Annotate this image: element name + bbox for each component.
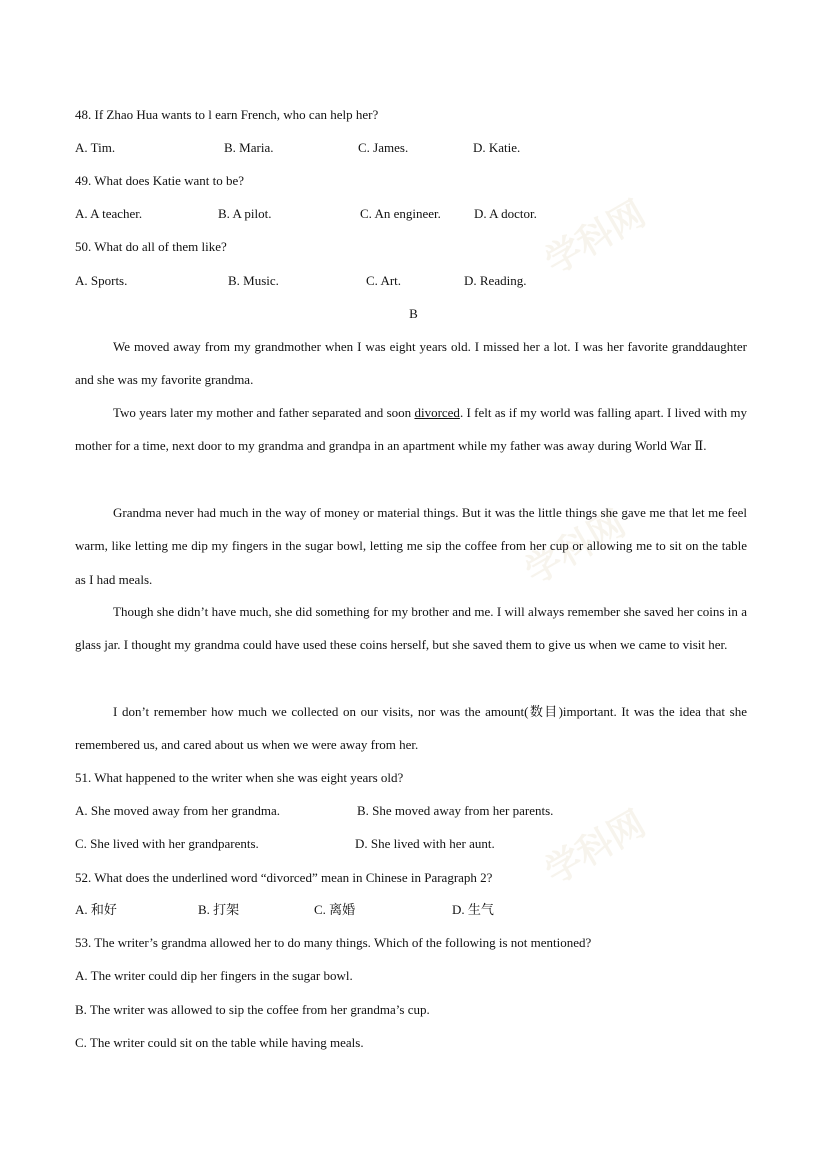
q49-option-c: C. An engineer.: [360, 206, 441, 221]
q53-option-a: A. The writer could dip her fingers in the sugar bowl.: [75, 968, 353, 983]
q49-option-b: B. A pilot.: [218, 206, 272, 221]
q48-option-a: A. Tim.: [75, 140, 116, 155]
q51-option-a: A. She moved away from her grandma.: [75, 803, 281, 818]
section-label: B: [409, 306, 418, 321]
underlined-word-divorced: divorced: [414, 405, 460, 420]
passage-paragraph-2-text: Two years later my mother and father separated and soon: [113, 405, 415, 420]
q49-option-d: D. A doctor.: [474, 206, 537, 221]
watermark-logo: 学科网: [538, 803, 653, 893]
q52-option-c: C. 离婚: [314, 902, 356, 917]
watermark-logo: 学科网: [518, 503, 633, 593]
passage-paragraph-3: [75, 496, 747, 596]
passage-paragraph-3-text: Grandma never had much in the way of money or material things. But it was the little things she gave me that let me feel warm, like letting me dip my fingers in the sugar bowl, letting me sip the coffee from her cup or allowing me to sit on the table as I had meals.: [75, 505, 747, 587]
q53-option-c: C. The writer could sit on the table while having meals.: [75, 1035, 364, 1050]
passage-paragraph-5-text: I don’t remember how much we collected on our visits, nor was the amount(数目)important. It was the idea that she remembered us, and cared about us when we were away from her.: [75, 704, 747, 753]
q52-option-b: B. 打架: [198, 902, 240, 917]
passage-paragraph-2-text-rest: . I felt as if my world was falling apart. I lived with my mother for a time, next door to my grandma and grandpa in an apartment while my father was away during World War Ⅱ.: [75, 405, 747, 454]
q48-option-d: D. Katie.: [473, 140, 521, 155]
passage-paragraph-4-text: Though she didn’t have much, she did something for my brother and me. I will always remember she saved her coins in a glass jar. I thought my grandma could have used these coins herself, but she saved them to give us when we came to visit her.: [75, 604, 747, 653]
question-48-stem: 48. If Zhao Hua wants to l earn French, who can help her?: [75, 107, 379, 122]
q50-option-d: D. Reading.: [464, 273, 527, 288]
q51-option-b: B. She moved away from her parents.: [357, 803, 554, 818]
watermark-logo: 学科网: [538, 193, 653, 283]
q52-option-a: A. 和好: [75, 902, 117, 917]
q48-option-c: C. James.: [358, 140, 409, 155]
q51-option-c: C. She lived with her grandparents.: [75, 836, 259, 851]
question-50-stem: 50. What do all of them like?: [75, 239, 227, 254]
question-52-stem: 52. What does the underlined word “divorced” mean in Chinese in Paragraph 2?: [75, 870, 493, 885]
q50-option-b: B. Music.: [228, 273, 279, 288]
question-51-stem: 51. What happened to the writer when she was eight years old?: [75, 770, 404, 785]
q50-option-a: A. Sports.: [75, 273, 128, 288]
passage-paragraph-1-text: We moved away from my grandmother when I was eight years old. I missed her a lot. I was her favorite granddaughter and she was my favorite grandma.: [75, 339, 747, 388]
question-49-stem: 49. What does Katie want to be?: [75, 173, 245, 188]
q51-option-d: D. She lived with her aunt.: [355, 836, 495, 851]
passage-paragraph-2: [75, 396, 747, 463]
q52-option-d: D. 生气: [452, 902, 494, 917]
q49-option-a: A. A teacher.: [75, 206, 143, 221]
q50-option-c: C. Art.: [366, 273, 402, 288]
q48-option-b: B. Maria.: [224, 140, 274, 155]
passage-paragraph-4: [75, 595, 747, 662]
question-53-stem: 53. The writer’s grandma allowed her to do many things. Which of the following is not mentioned?: [75, 935, 592, 950]
passage-paragraph-1: [75, 330, 747, 397]
passage-paragraph-5: [75, 695, 747, 762]
q53-option-b: B. The writer was allowed to sip the coffee from her grandma’s cup.: [75, 1002, 430, 1017]
